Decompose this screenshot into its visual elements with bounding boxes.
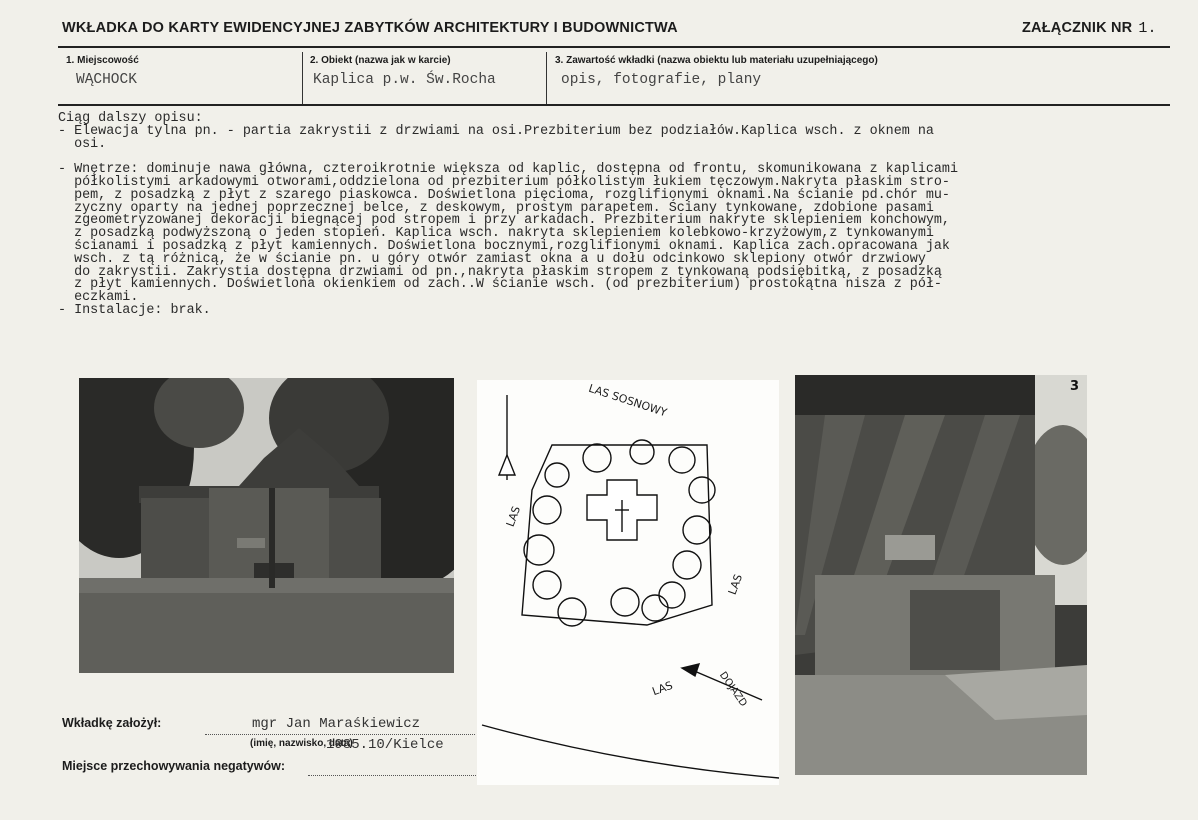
annex-number: 1.	[1138, 20, 1157, 37]
author-value: mgr Jan Maraśkiewicz	[252, 716, 421, 732]
forest-top-label: LAS SOSNOWY	[586, 381, 669, 420]
approach-label: DOJAZD	[716, 670, 749, 709]
site-plan-sketch	[477, 380, 779, 785]
author-sub-label: (imię, nazwisko, data)	[250, 738, 353, 749]
author-sub-value: 1985.10/Kielce	[326, 737, 444, 753]
chapel-photo	[79, 378, 454, 673]
author-dotted-line	[205, 734, 475, 735]
field-divider-1	[302, 52, 303, 104]
author-label: Wkładkę założył:	[62, 716, 162, 730]
object-label: 2. Obiekt (nazwa jak w karcie)	[310, 55, 451, 66]
contents-label: 3. Zawartość wkładki (nazwa obiektu lub materiału uzupełniającego)	[555, 55, 878, 66]
forest-right-label: LAS	[725, 572, 746, 597]
contents-value: opis, fotografie, plany	[561, 72, 762, 88]
forest-left-label: LAS	[503, 504, 524, 529]
field-divider-2	[546, 52, 547, 104]
forest-bottom-label: LAS	[650, 678, 675, 699]
object-value: Kaplica p.w. Św.Rocha	[313, 72, 496, 88]
annex-label	[1022, 20, 1157, 37]
storage-label: Miejsce przechowywania negatywów:	[62, 759, 285, 773]
form-title: WKŁADKA DO KARTY EWIDENCYJNEJ ZABYTKÓW ARCHITEKTURY I BUDOWNICTWA	[62, 20, 678, 36]
photo-number: 3	[1069, 379, 1079, 394]
header-rule-top	[58, 46, 1170, 48]
place-label: 1. Miejscowość	[66, 55, 139, 66]
place-value: WĄCHOCK	[76, 72, 137, 88]
annex-label-text: ZAŁĄCZNIK NR	[1022, 20, 1133, 36]
description-text: Ciąg dalszy opisu: - Elewacja tylna pn. - partia zakrystii z drzwiami na osi.Prezbiterium bez podziałów.Kaplica wsch. z oknem na osi. - Wnętrze: dominuje nawa główna, czteroikrotnie większa od kaplic, dostępna od frontu, skomunikowana z kaplicami półkolistymi arkadowymi otworami,oddzielona od prezbiterium półkolistym łukiem tęczowym.Nakryta płaskim stro- pem, z posadzką z płyt z szarego piaskowca. Doświetlona pięcioma, rozglifionymi oknami.Na ścianie pd.chór mu- zyczny oparty na jednej poprzecznej belce, z deskowym, prostym parapetem. Ściany tynkowane, zdobione pasami zgeometryzowanej dekoracji biegnącej pod stropem i przy arkadach. Prezbiterium nakryte sklepieniem konchowym, z posadzką podwyższoną o jeden stopień. Kaplica wsch. nakryta sklepieniem kolebkowo-krzyżowym,z tynkowanymi ścianami i posadzką z płyt kamiennych. Doświetlona bocznymi,rozglifionymi oknami. Kaplica zach.opracowana jak wsch. z tą różnicą, że w ścianie pn. u góry otwór zamiast okna a u dołu odcinkowo sklepiony otwór drzwiowy do zakrystii. Zakrystia dostępna drzwiami od pn.,nakryta płaskim stropem z tynkowaną podsiębitką, z posadzką z płyt kamiennych. Doświetlona okienkiem od zach..W ścianie wsch. (od prezbiterium) prostokątna nisza z pół- eczkami. - Instalacje: brak.	[58, 111, 958, 318]
header-rule-bottom	[58, 104, 1170, 106]
storage-dotted-line	[308, 775, 476, 776]
wall-detail-photo	[795, 375, 1087, 775]
